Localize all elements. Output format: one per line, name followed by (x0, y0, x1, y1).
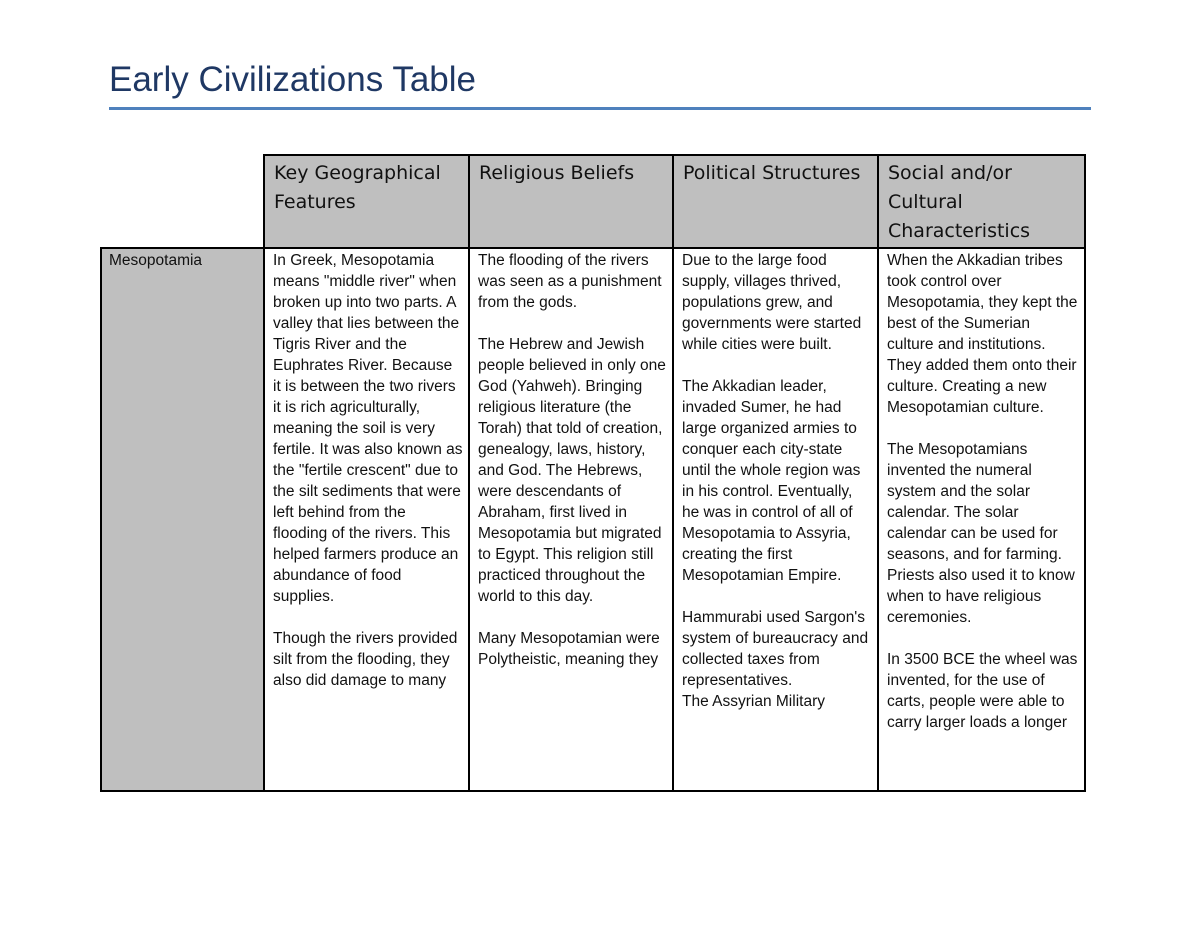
civilizations-table (100, 154, 1086, 792)
column-header-social-culture: Social and/or Cultural Characteristics (878, 155, 1085, 248)
cell-paragraph: The Mesopotamians invented the numeral system and the solar calendar. The solar calendar can be used for seasons, and for farming. Priests also used it to know when to have religious ceremonies. (887, 441, 1075, 626)
title-underline (109, 107, 1091, 110)
cell-paragraph: Due to the large food supply, villages thrived, populations grew, and governments were started while cities were built. (682, 252, 862, 353)
cell-social-culture (878, 248, 1085, 791)
row-header-mesopotamia: Mesopotamia (101, 248, 264, 791)
column-header-geography: Key Geographical Features (264, 155, 469, 248)
cell-religion (469, 248, 673, 791)
column-header-religion: Religious Beliefs (469, 155, 673, 248)
cell-paragraph: The Hebrew and Jewish people believed in only one God (Yahweh). Bringing religious literature (the Torah) that told of creation, genealogy, laws, history, and God. The Hebrews, were descendants of Abraham, first lived in Mesopotamia but migrated to Egypt. This religion still practiced throughout the world to this day. (478, 336, 666, 605)
cell-paragraph: In 3500 BCE the wheel was invented, for the use of carts, people were able to carry larger loads a longer (887, 651, 1078, 731)
empty-corner-cell (101, 155, 264, 248)
cell-geography (264, 248, 469, 791)
document-title: Early Civilizations Table (109, 60, 477, 99)
cell-politics (673, 248, 878, 791)
cell-paragraph: Many Mesopotamian were Polytheistic, meaning they (478, 630, 660, 668)
cell-paragraph: Hammurabi used Sargon's system of bureaucracy and collected taxes from representatives. (682, 609, 869, 689)
cell-paragraph: The Akkadian leader, invaded Sumer, he had large organized armies to conquer each city-state until the whole region was in his control. Eventually, he was in control of all of Mesopotamia to Assyria, creating the first Mesopotamian Empire. (682, 378, 861, 584)
table-header-row (101, 155, 1085, 248)
cell-paragraph: The Assyrian Military (682, 693, 825, 710)
cell-paragraph: Though the rivers provided silt from the flooding, they also did damage to many (273, 630, 458, 689)
cell-paragraph: The flooding of the rivers was seen as a punishment from the gods. (478, 252, 662, 311)
cell-paragraph: In Greek, Mesopotamia means "middle river" when broken up into two parts. A valley that lies between the Tigris River and the Euphrates River. Because it is between the two rivers it is rich agriculturally, meaning the soil is very fertile. It was also known as the "fertile crescent" due to the silt sediments that were left behind from the flooding of the rivers. This helped farmers produce an abundance of food supplies. (273, 252, 463, 605)
column-header-politics: Political Structures (673, 155, 878, 248)
cell-paragraph: When the Akkadian tribes took control over Mesopotamia, they kept the best of the Sumerian culture and institutions. They added them onto their culture. Creating a new Mesopotamian culture. (887, 252, 1078, 416)
table-row (101, 248, 1085, 791)
